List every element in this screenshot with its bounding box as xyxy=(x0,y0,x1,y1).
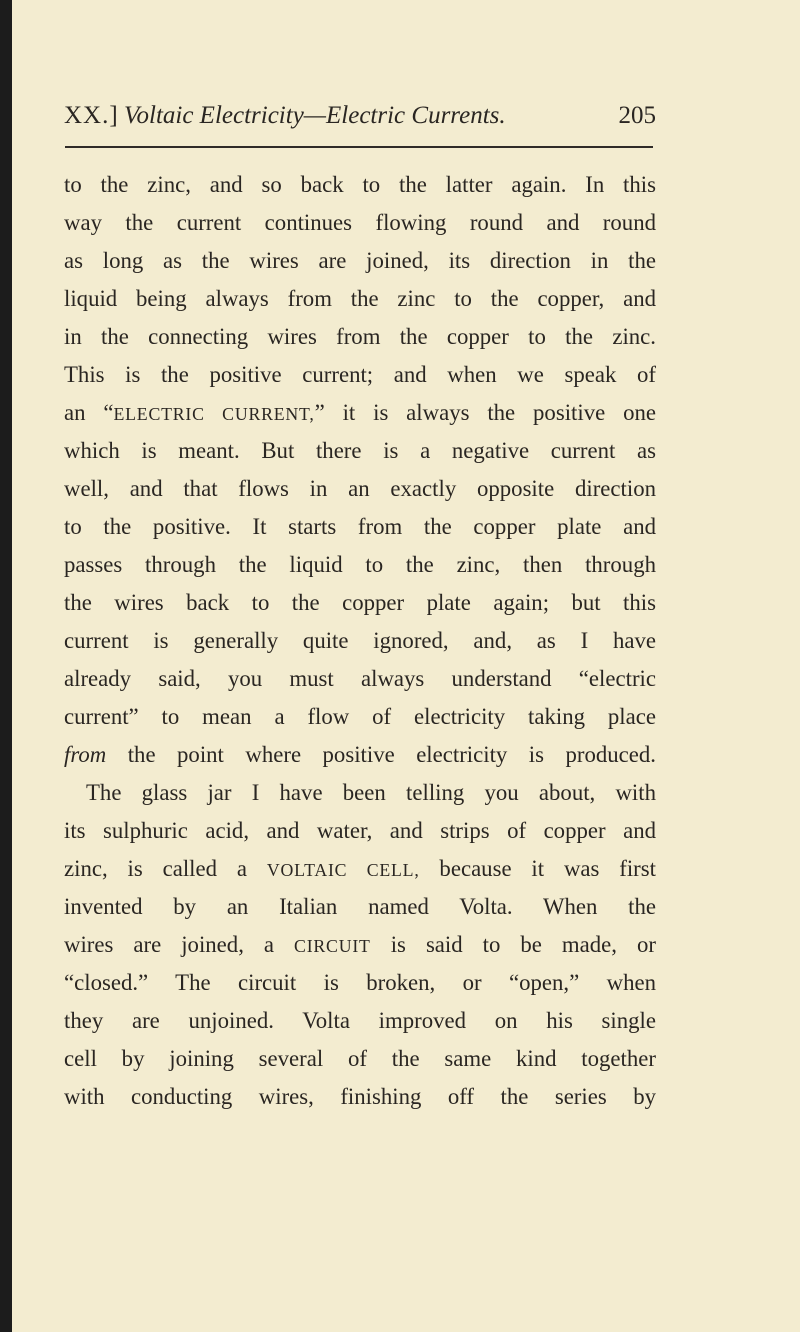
text-fragment: the point where positive electricity is produced. xyxy=(106,742,656,767)
text-line: liquid being always from the zinc to the copper, and xyxy=(64,286,656,311)
running-head xyxy=(64,96,656,136)
text-line: The glass jar I have been telling you about, with xyxy=(86,780,656,805)
text-line: This is the positive current; and when we speak of xyxy=(64,362,656,387)
text-line: current is generally quite ignored, and, as I have xyxy=(64,628,656,653)
text-line: current” to mean a flow of electricity taking place xyxy=(64,704,656,729)
text-line: “closed.” The circuit is broken, or “open,” when xyxy=(64,970,656,995)
page-body xyxy=(64,166,656,1116)
text-fragment: ” it is always the positive one xyxy=(314,400,656,425)
text-line: its sulphuric acid, and water, and strips of copper and xyxy=(64,818,656,843)
text-fragment: zinc, is called a xyxy=(64,856,267,881)
text-fragment: because it was first xyxy=(419,856,656,881)
text-line xyxy=(64,736,656,774)
running-title: Voltaic Electricity—Electric Currents. xyxy=(124,102,506,129)
text-line: well, and that flows in an exactly opposite direction xyxy=(64,476,656,501)
book-spine-shadow xyxy=(0,0,12,1332)
text-fragment: an “ xyxy=(64,400,114,425)
text-line: already said, you must always understand “electric xyxy=(64,666,656,691)
page-number: 205 xyxy=(618,102,656,129)
text-line xyxy=(64,850,656,888)
text-fragment: is said to be made, or xyxy=(370,932,656,957)
text-line: cell by joining several of the same kind together xyxy=(64,1046,656,1071)
text-line: they are unjoined. Volta improved on his single xyxy=(64,1008,656,1033)
page-header-area xyxy=(64,96,656,136)
text-line: which is meant. But there is a negative current as xyxy=(64,438,656,463)
text-line xyxy=(64,926,656,964)
small-caps-term: ELECTRIC CURRENT, xyxy=(113,404,315,424)
text-line: to the positive. It starts from the copper plate and xyxy=(64,514,656,539)
text-line: to the zinc, and so back to the latter again. In this xyxy=(64,172,656,197)
chapter-marker: XX.] xyxy=(64,102,119,129)
text-line: as long as the wires are joined, its direction in the xyxy=(64,248,656,273)
text-line: way the current continues flowing round and round xyxy=(64,210,656,235)
text-line: with conducting wires, finishing off the series by xyxy=(64,1084,656,1109)
text-line: the wires back to the copper plate again; but this xyxy=(64,590,656,615)
small-caps-term: CIRCUIT xyxy=(294,936,371,956)
small-caps-term: VOLTAIC CELL, xyxy=(266,860,420,880)
text-line: in the connecting wires from the copper to the zinc. xyxy=(64,324,656,349)
text-line: invented by an Italian named Volta. When the xyxy=(64,894,656,919)
header-rule xyxy=(65,146,653,148)
text-line: passes through the liquid to the zinc, then through xyxy=(64,552,656,577)
text-line xyxy=(64,394,656,432)
italic-term: from xyxy=(64,742,107,767)
text-fragment: wires are joined, a xyxy=(64,932,295,957)
